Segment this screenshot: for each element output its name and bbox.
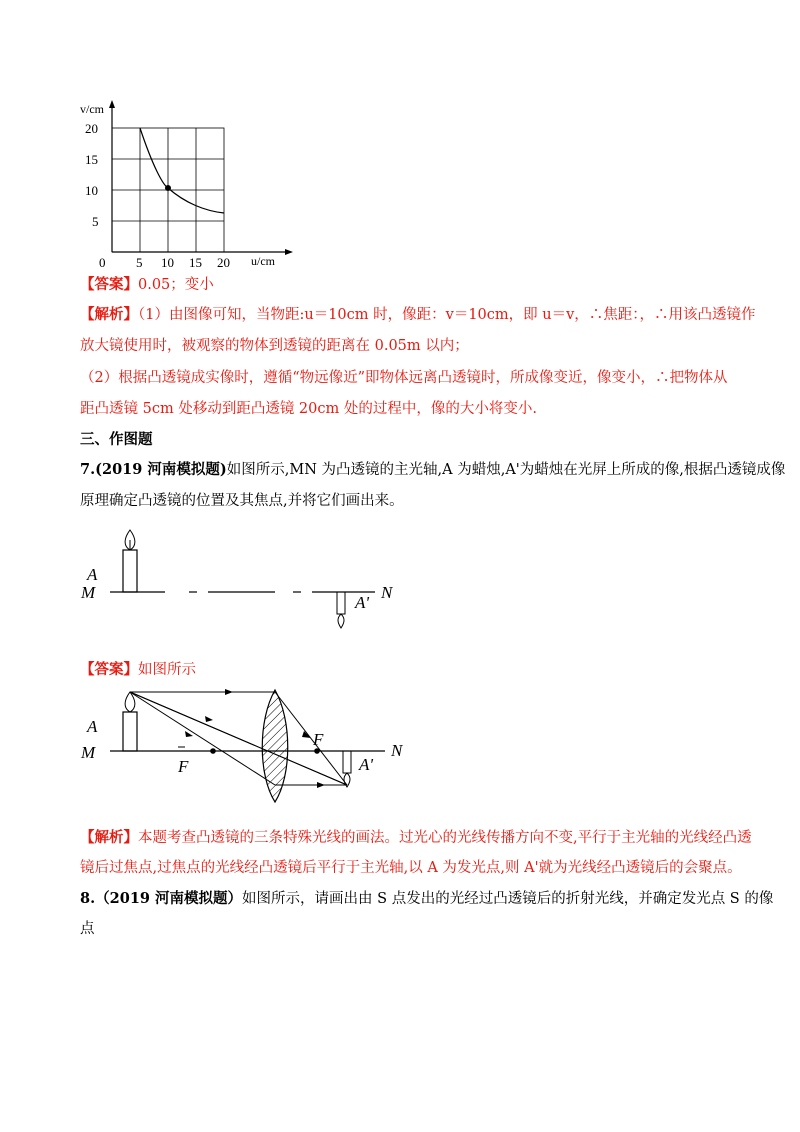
focus-left — [210, 748, 216, 754]
xtick-20: 20 — [217, 255, 230, 270]
answer-text: 0.05；变小 — [138, 277, 214, 293]
ytick-10: 10 — [85, 183, 98, 198]
q7-question: 如图所示,MN 为凸透镜的主光轴,A 为蜡烛,A'为蜡烛在光屏上所成的像,根据凸透镜成像 — [226, 462, 786, 478]
y-axis-label: v/cm — [80, 102, 104, 116]
ytick-5: 5 — [92, 214, 99, 229]
q7-analysis-line2: 镜后过焦点,过焦点的光线经凸透镜后平行于主光轴,以 A 为发光点,则 A'就为光线经凸透镜后的会聚点。 — [80, 860, 742, 876]
candle-flame-icon — [125, 692, 135, 712]
candle-a — [123, 712, 137, 751]
q8-number: 8. — [80, 890, 96, 907]
q7-answer-figure — [75, 680, 425, 805]
label-f-left: F — [178, 757, 189, 776]
q6-analysis-line3: （2）根据凸透镜成实像时，遵循“物远像近”即物体远离凸透镜时，所成像变近，像变小，∴把物体从 — [80, 370, 728, 386]
q7-text-line2: 原理确定凸透镜的位置及其焦点,并将它们画出来。 — [80, 493, 404, 509]
point-10-10 — [165, 185, 171, 191]
ytick-15: 15 — [85, 152, 98, 167]
label-m: M — [81, 743, 96, 762]
q7-figure — [75, 518, 415, 638]
xtick-0: 0 — [99, 255, 106, 270]
label-a-prime: A' — [355, 593, 370, 612]
q8-question: 如图所示，请画出由 S 点发出的光经过凸透镜后的折射光线，并确定发光点 S 的像 — [242, 891, 774, 907]
answer-tag: 【答案】 — [80, 661, 138, 678]
candle-a — [123, 550, 137, 592]
v-u-curve — [140, 128, 224, 213]
label-f-right: F — [313, 730, 324, 749]
label-a-prime: A' — [359, 755, 374, 774]
answer-text: 如图所示 — [138, 662, 196, 678]
label-a: A — [87, 717, 98, 736]
analysis-text: （1）由图像可知，当物距:u＝10cm 时，像距：v＝10cm，即 u＝v，∴焦距：，∴用该凸透镜作 — [138, 307, 756, 323]
label-m: M — [81, 583, 96, 602]
ytick-20: 20 — [85, 121, 98, 136]
analysis-text: 本题考查凸透镜的三条特殊光线的画法。过光心的光线传播方向不变,平行于主光轴的光线经凸透 — [138, 830, 752, 846]
q7-answer — [80, 660, 740, 680]
analysis-tag: 【解析】 — [80, 306, 138, 323]
section-title: 三、作图题 — [80, 431, 153, 448]
label-n: N — [381, 583, 393, 602]
q6-analysis-line1 — [80, 305, 756, 325]
label-a: A — [87, 565, 98, 584]
image-a-prime — [337, 592, 345, 614]
q8-text-line1 — [80, 889, 774, 909]
q7-number: 7. — [80, 461, 96, 478]
q7-text-line1 — [80, 460, 786, 480]
q6-analysis-line2: 放大镜使用时，被观察的物体到透镜的距离在 0.05m 以内； — [80, 338, 469, 354]
xtick-5: 5 — [136, 255, 143, 270]
v-u-graph — [75, 95, 305, 270]
xtick-15: 15 — [189, 255, 202, 270]
q6-answer — [80, 275, 740, 295]
analysis-tag: 【解析】 — [80, 829, 138, 846]
q7-analysis-line1 — [80, 828, 752, 848]
q6-analysis-line4: 距凸透镜 5cm 处移动到距凸透镜 20cm 处的过程中，像的大小将变小. — [80, 401, 537, 417]
inverted-flame-icon — [338, 614, 344, 628]
focus-right — [314, 748, 320, 754]
q8-source: （2019 河南模拟题） — [95, 890, 243, 907]
image-a-prime — [343, 751, 351, 773]
x-axis-label: u/cm — [251, 254, 275, 268]
label-n: N — [391, 741, 403, 760]
q7-source: (2019 河南模拟题) — [95, 461, 227, 478]
xtick-10: 10 — [161, 255, 174, 270]
answer-tag: 【答案】 — [80, 276, 138, 293]
q8-text-line2: 点 — [80, 921, 95, 937]
